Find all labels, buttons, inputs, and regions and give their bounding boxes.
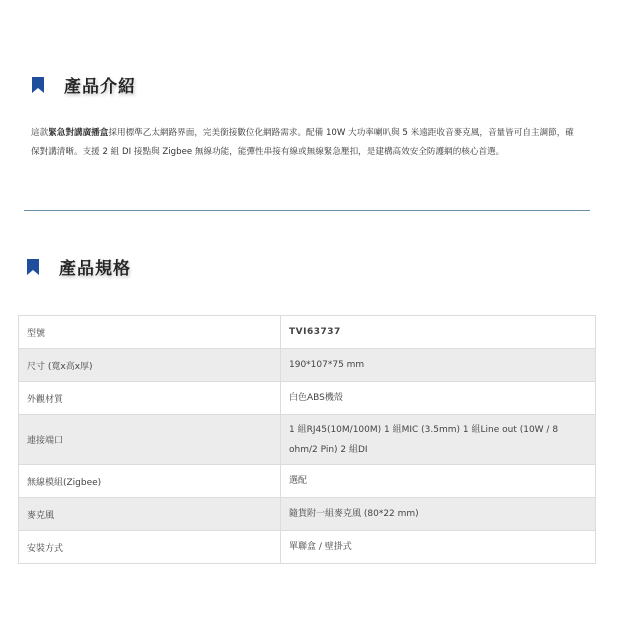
spec-value: 單聯盒 / 壁掛式 <box>281 531 596 564</box>
table-row <box>19 382 596 415</box>
spec-value: 選配 <box>281 465 596 498</box>
intro-title: 產品介紹 <box>64 77 136 97</box>
table-row <box>19 465 596 498</box>
spec-label: 安裝方式 <box>19 531 281 564</box>
table-row <box>19 498 596 531</box>
bookmark-icon <box>27 259 39 275</box>
spec-value: 隨貨附一組麥克風 (80*22 mm) <box>281 498 596 531</box>
spec-title: 產品規格 <box>59 259 131 279</box>
spec-label: 麥克風 <box>19 498 281 531</box>
intro-text-bold: 緊急對講廣播盒 <box>48 128 109 138</box>
table-row <box>19 531 596 564</box>
table-row <box>19 316 596 349</box>
table-row <box>19 349 596 382</box>
table-row <box>19 415 596 465</box>
intro-text-pre: 這款 <box>31 128 49 138</box>
spec-value: TVI63737 <box>281 316 596 349</box>
spec-label: 型號 <box>19 316 281 349</box>
spec-label: 連接端口 <box>19 415 281 465</box>
bookmark-icon <box>32 77 44 93</box>
spec-section-header <box>27 254 131 279</box>
section-divider <box>24 210 590 211</box>
intro-section-header <box>32 72 136 97</box>
spec-label: 外觀材質 <box>19 382 281 415</box>
spec-label: 無線模組(Zigbee) <box>19 465 281 498</box>
spec-label: 尺寸 (寬x高x厚) <box>19 349 281 382</box>
spec-value: 1 組RJ45(10M/100M) 1 組MIC (3.5mm) 1 組Line out (10W / 8 ohm/2 Pin) 2 組DI <box>281 415 596 465</box>
intro-text-post: 採用標準乙太網路界面，完美銜接數位化網路需求。配備 10W 大功率喇叭與 5 米遠距收音麥克風，音量皆可自主調節，確保對講清晰。支援 2 組 DI 接點與 Zigbee 無線功能，能彈性串接有線或無線緊急壓扣，是建構高效安全防護網的核心首選。 <box>31 128 574 157</box>
spec-value: 白色ABS機殼 <box>281 382 596 415</box>
spec-table <box>18 315 596 564</box>
intro-paragraph <box>31 124 581 162</box>
spec-value: 190*107*75 mm <box>281 349 596 382</box>
